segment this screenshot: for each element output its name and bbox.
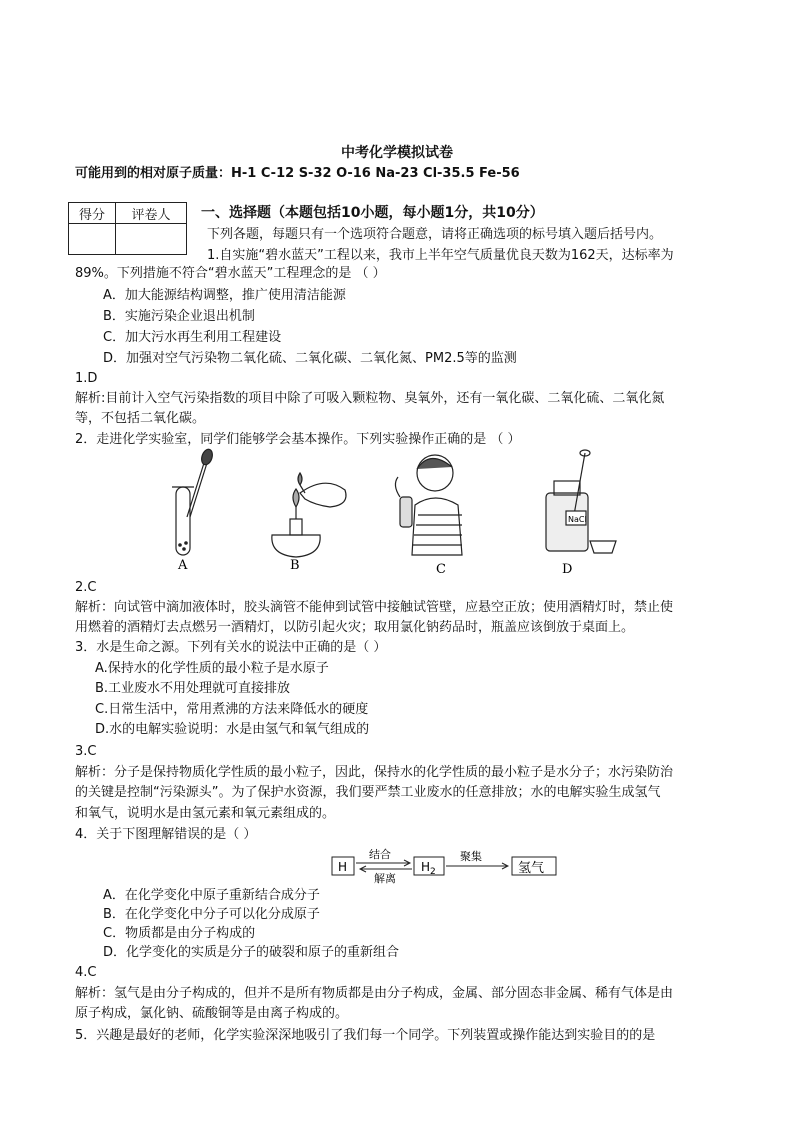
q3-option-a: A.保持水的化学性质的最小粒子是水原子 <box>95 661 329 676</box>
score-cell[interactable] <box>69 224 116 255</box>
q3-option-d: D.水的电解实验说明：水是由氢气和氧气组成的 <box>95 722 370 737</box>
q3-explanation-3: 和氧气，说明水是由氢元素和氧元素组成的。 <box>75 806 336 821</box>
grader-header: 评卷人 <box>116 203 187 224</box>
score-header: 得分 <box>69 203 116 224</box>
score-table <box>68 202 187 255</box>
q4-explanation-1: 解析：氢气是由分子构成的，但并不是所有物质都是由分子构成，金属、部分固态非金属、稀有气体是由 <box>75 986 674 1001</box>
q1-option-d: D．加强对空气污染物二氧化硫、二氧化碳、二氧化氮、PM2.5等的监测 <box>103 351 517 366</box>
alcohol-lamp-figure <box>272 473 346 557</box>
q1-answer: 1.D <box>75 371 98 386</box>
q1-option-b: B．实施污染企业退出机制 <box>103 309 255 324</box>
combine-label: 结合 <box>369 848 391 861</box>
person-smelling-figure <box>395 455 462 555</box>
page-title: 中考化学模拟试卷 <box>341 145 453 161</box>
q3-option-c: C.日常生活中，常用煮沸的方法来降低水的硬度 <box>95 702 369 717</box>
hydrogen-label: 氢气 <box>518 861 545 876</box>
label-c: C <box>436 562 446 577</box>
q4-option-b: B．在化学变化中分子可以化分成原子 <box>103 907 320 922</box>
label-b: B <box>290 558 300 573</box>
q2-explanation-2: 用燃着的酒精灯去点燃另一酒精灯，以防引起火灾；取用氯化钠药品时，瓶盖应该倒放于桌面上。 <box>75 620 635 635</box>
nacl-label: NaCl <box>568 515 587 524</box>
q4-diagram <box>0 844 794 884</box>
dissociate-label: 解离 <box>374 872 396 884</box>
label-a: A <box>178 558 188 573</box>
q3-stem: 3．水是生命之源。下列有关水的说法中正确的是（ ） <box>75 640 387 655</box>
section-instruction: 下列各题，每题只有一个选项符合题意，请将正确选项的标号填入题后括号内。 <box>207 227 663 242</box>
q3-answer: 3.C <box>75 744 97 759</box>
q4-option-d: D．化学变化的实质是分子的破裂和原子的重新组合 <box>103 945 400 960</box>
h-atom-label: H <box>338 860 348 874</box>
q3-explanation-1: 解析：分子是保持物质化学性质的最小粒子，因此，保持水的化学性质的最小粒子是水分子；水污染防治 <box>75 765 674 780</box>
q4-option-a: A．在化学变化中原子重新结合成分子 <box>103 888 320 903</box>
q2-figures <box>0 445 794 585</box>
gather-label: 聚集 <box>460 850 482 863</box>
h2-label: $H_2$ <box>421 860 436 877</box>
q1-option-c: C．加大污水再生利用工程建设 <box>103 330 282 345</box>
nacl-bottle-figure <box>546 450 616 553</box>
q1-option-a: A．加大能源结构调整，推广使用清洁能源 <box>103 288 346 303</box>
label-d: D <box>562 562 573 577</box>
q4-option-c: C．物质都是由分子构成的 <box>103 926 256 941</box>
q3-option-b: B.工业废水不用处理就可直接排放 <box>95 681 291 696</box>
q5-stem: 5．兴趣是最好的老师，化学实验深深地吸引了我们每一个同学。下列装置或操作能达到实验目的的是 <box>75 1028 656 1043</box>
q1-stem-2: 89%。下列措施不符合“碧水蓝天”工程理念的是 （ ） <box>75 266 386 281</box>
q3-explanation-2: 的关键是控制“污染源头”。为了保护水资源，我们要严禁工业废水的任意排放；水的电解实验生成氢气 <box>75 785 661 800</box>
q1-explanation-2: 等，不包括二氧化碳。 <box>75 411 206 426</box>
q4-answer: 4.C <box>75 965 97 980</box>
q4-explanation-2: 原子构成，氯化钠、硫酸铜等是由离子构成的。 <box>75 1006 349 1021</box>
q2-stem: 2．走进化学实验室，同学们能够学会基本操作。下列实验操作正确的是 （ ） <box>75 432 521 447</box>
dropper-test-tube-figure <box>172 448 214 555</box>
q2-answer: 2.C <box>75 580 97 595</box>
q1-stem-1: 1.自实施“碧水蓝天”工程以来，我市上半年空气质量优良天数为162天，达标率为 <box>207 248 674 263</box>
section-title: 一、选择题（本题包括10小题，每小题1分，共10分） <box>201 205 544 221</box>
grader-cell[interactable] <box>116 224 187 255</box>
atomic-mass-line: 可能用到的相对原子质量：H-1 C-12 S-32 O-16 Na-23 Cl-35.5 Fe-56 <box>75 166 520 181</box>
q4-stem: 4．关于下图理解错误的是（ ） <box>75 827 257 842</box>
q2-explanation-1: 解析：向试管中滴加液体时，胶头滴管不能伸到试管中接触试管壁，应悬空正放；使用酒精灯时，禁止使 <box>75 600 674 615</box>
q1-explanation-1: 解析:目前计入空气污染指数的项目中除了可吸入颗粒物、臭氧外，还有一氧化碳、二氧化硫、二氧化氮 <box>75 391 665 406</box>
